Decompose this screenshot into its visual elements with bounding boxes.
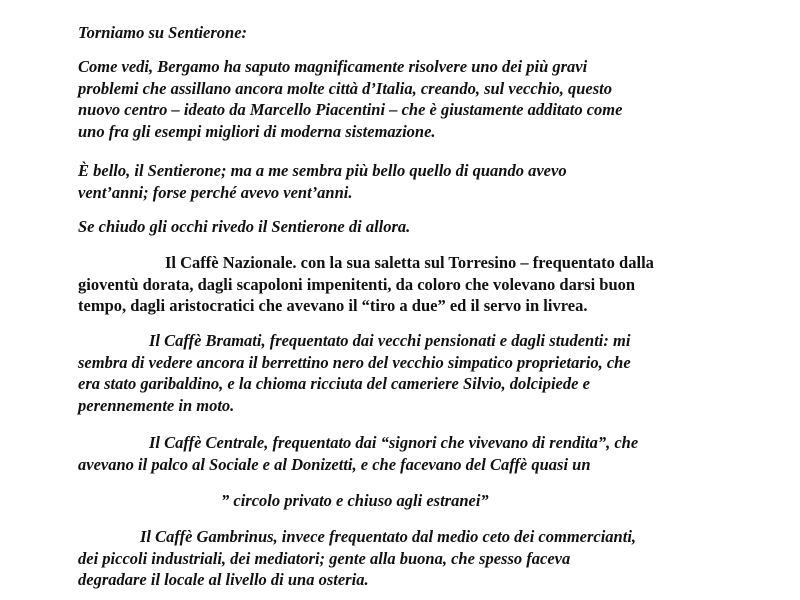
text-line: perennemente in moto. [78, 395, 235, 415]
text-line: È bello, il Sentierone; ma a me sembra più bello quello di quando avevo [78, 161, 567, 180]
paragraph-sentierone [78, 160, 567, 203]
text-line: problemi che assillano ancora molte città d’Italia, creando, sul vecchio, questo [78, 78, 612, 98]
paragraph-caffe-gambrinus [78, 526, 636, 591]
text-line: Se chiudo gli occhi rivedo il Sentierone di allora. [78, 217, 411, 236]
paragraph-caffe-bramati [78, 330, 631, 416]
text-line: gioventù dorata, dagli scapoloni impenitenti, da coloro che volevano darsi buon [78, 274, 636, 294]
text-line: Il Caffè Nazionale. con la sua saletta sul Torresino – frequentato dalla [165, 253, 654, 272]
text-line: Come vedi, Bergamo ha saputo magnificamente risolvere uno dei più gravi [78, 57, 588, 76]
text-line: Torniamo su Sentierone: [78, 23, 248, 42]
text-line: dei piccoli industriali, dei mediatori; gente alla buona, che spesso faceva [78, 548, 571, 568]
paragraph-circolo-quote [78, 490, 489, 512]
paragraph-memory [78, 216, 410, 238]
text-line: ” circolo privato e chiuso agli estranei” [221, 491, 489, 510]
text-line: nuovo centro – ideato da Marcello Piacentini – che è giustamente additato come [78, 100, 623, 119]
text-line: Il Caffè Bramati, frequentato dai vecchi pensionati e dagli studenti: mi [149, 331, 631, 350]
paragraph-caffe-centrale [78, 432, 638, 475]
text-line: uno fra gli esempi migliori di moderna sistemazione. [78, 121, 436, 141]
paragraph-intro [78, 22, 247, 44]
text-line: degradare il locale al livello di una osteria. [78, 570, 369, 589]
paragraph-caffe-nazionale [78, 252, 654, 317]
text-line: sembra di vedere ancora il berrettino nero del vecchio simpatico proprietario, che [78, 352, 631, 372]
text-line: tempo, dagli aristocratici che avevano il “tiro a due” ed il servo in livrea. [78, 296, 588, 315]
text-line: Il Caffè Gambrinus, invece frequentato dal medio ceto dei commercianti, [140, 527, 637, 546]
paragraph-bergamo [78, 56, 622, 142]
text-line: Il Caffè Centrale, frequentato dai “signori che vivevano di rendita”, che [149, 433, 639, 452]
text-line: vent’anni; forse perché avevo vent’anni. [78, 182, 353, 202]
text-line: era stato garibaldino, e la chioma ricciuta del cameriere Silvio, dolcipiede e [78, 374, 590, 393]
text-line: avevano il palco al Sociale e al Donizetti, e che facevano del Caffè quasi un [78, 454, 591, 474]
